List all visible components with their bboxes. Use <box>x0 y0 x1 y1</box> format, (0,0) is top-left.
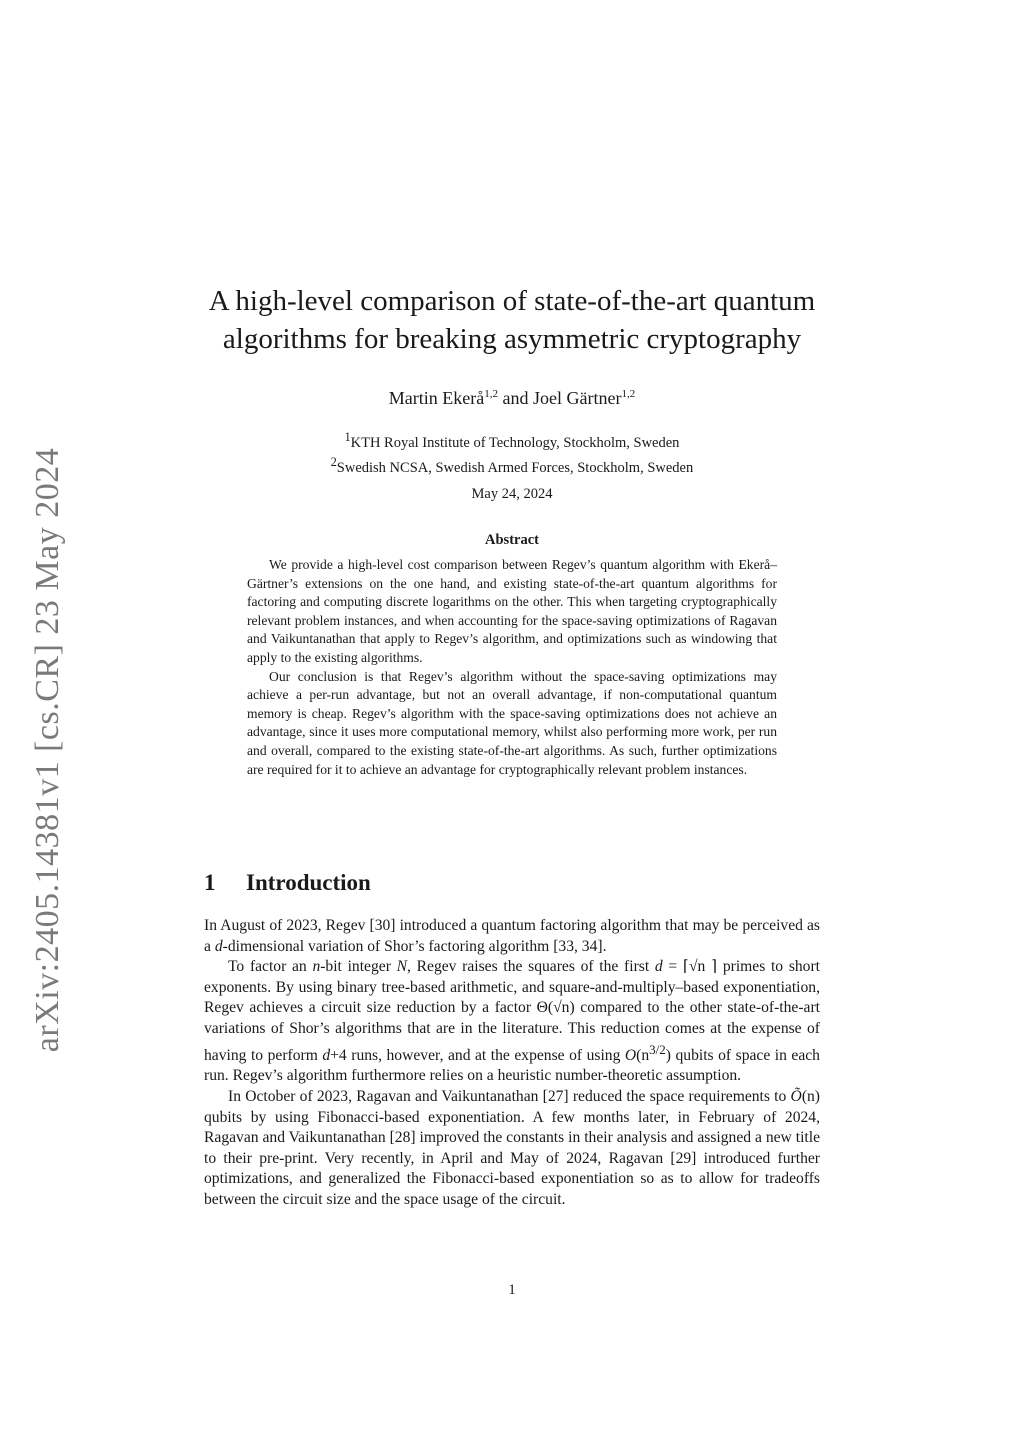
abstract-heading: Abstract <box>485 532 539 548</box>
paper-title <box>160 282 864 358</box>
text-run: To factor an <box>228 958 313 976</box>
text-run: +4 runs, however, and at the expense of using <box>330 1046 625 1064</box>
math-n-power-base: (n <box>636 1046 650 1064</box>
text-run: , Regev raises the squares of the first <box>407 958 655 976</box>
math-n: n <box>312 958 321 976</box>
affiliation-1-text: KTH Royal Institute of Technology, Stockholm, Sweden <box>350 434 680 451</box>
author-conjunction: and <box>498 388 533 408</box>
intro-paragraph-3 <box>204 1087 820 1211</box>
affiliations <box>160 428 864 478</box>
affiliation-1 <box>160 428 864 453</box>
arxiv-sidebar <box>18 440 78 1060</box>
author-2-name: Joel Gärtner <box>533 388 622 408</box>
section-number: 1 <box>204 870 216 895</box>
math-close-paren: ) <box>665 1046 671 1064</box>
math-ceil-sqrt-n: = ⌈√n ⌉ <box>662 958 718 976</box>
text-run: compared to the other state-of-the-art variations of Shor’s algorithms that are in the literature. This reduction comes at the expense of having to perform <box>204 999 820 1064</box>
text-run: -bit integer <box>320 958 397 976</box>
title-line-2: algorithms for breaking asymmetric cryptography <box>222 323 802 355</box>
abstract-paragraph-2: Our conclusion is that Regev’s algorithm without the space-saving optimizations may achieve a per-run advantage, but not an overall advantage, if non-computational quantum memory is cheap. Regev’s algorithm with the space-saving optimizations does not achieve an advantage, since it uses more computational memory, whilst also performing more work, per run and overall, compared to the existing state-of-the-art algorithms. As such, further optimizations are required for it to achieve an advantage for cryptographically relevant problem instances. <box>247 668 777 777</box>
arxiv-identifier: arXiv:2405.14381v1 [cs.CR] 23 May 2024 <box>29 447 66 1053</box>
math-d: d <box>214 937 223 955</box>
title-line-1: A high-level comparison of state-of-the-art quantum <box>208 285 816 317</box>
math-n-arg: (n) <box>801 1087 820 1105</box>
text-run: qubits by using Fibonacci-based exponentiation. A few months later, in February of 2024, Ragavan and Vaikuntanathan [28] improved the constants in their analysis and assigned a new title to their pre-print. Very recently, in April and May of 2024, Ragavan [29] introduced further optimizations, and generalized the Fibonacci-based exponentiation so as to allow for tradeoffs between the circuit size and the space usage of the circuit. <box>204 1108 820 1208</box>
text-run: In October of 2023, Ragavan and Vaikuntanathan [27] reduced the space requirements to <box>228 1087 791 1105</box>
section-heading <box>204 870 371 896</box>
abstract-paragraph-1: We provide a high-level cost comparison between Regev’s quantum algorithm with Ekerå–Gärtner’s extensions on the one hand, and existing state-of-the-art quantum algorithms for factoring and computing discrete logarithms on the other. This when targeting cryptographically relevant problem instances, and when accounting for the space-saving optimizations of Ragavan and Vaikuntanathan that apply to Regev’s algorithm, and optimizations such as windowing that apply to the existing algorithms. <box>247 557 777 665</box>
paper-date: May 24, 2024 <box>471 486 553 502</box>
section-title: Introduction <box>246 870 371 895</box>
author-1-name: Martin Ekerå <box>388 388 485 408</box>
text-run: -dimensional variation of Shor’s factoring algorithm [33, 34]. <box>222 937 607 955</box>
intro-paragraph-2 <box>204 957 820 1087</box>
math-o-tilde: Õ <box>790 1087 802 1105</box>
affiliation-2-text: Swedish NCSA, Swedish Armed Forces, Stockholm, Sweden <box>336 459 694 476</box>
author-1-affiliation-mark: 1,2 <box>484 388 498 400</box>
affiliation-2 <box>160 453 864 478</box>
intro-paragraph-1 <box>204 916 820 957</box>
affiliation-2-mark: 2 <box>330 454 337 469</box>
text-run: In August of 2023, Regev [30] introduced a quantum factoring algorithm that may be perceived as a <box>204 917 820 955</box>
page-number: 1 <box>508 1282 516 1298</box>
author-list <box>160 388 864 409</box>
abstract-body <box>247 556 777 779</box>
text-run: primes to short exponents. By using binary tree-based arithmetic, and square-and-multiply–based exponentiation, Regev achieves a circuit size reduction by a factor <box>204 958 821 1017</box>
math-d: d <box>654 958 663 976</box>
math-d: d <box>322 1046 331 1064</box>
math-big-o: O <box>624 1046 637 1064</box>
math-theta-sqrt-n: Θ(√n) <box>536 999 575 1017</box>
math-N: N <box>396 958 408 976</box>
author-2-affiliation-mark: 1,2 <box>621 388 636 400</box>
introduction-body <box>204 916 820 1211</box>
math-exponent: 3/2 <box>649 1041 666 1057</box>
text-run: qubits of space in each run. Regev’s algorithm furthermore relies on a heuristic number-theoretic assumption. <box>204 1046 820 1085</box>
affiliation-1-mark: 1 <box>344 430 351 444</box>
